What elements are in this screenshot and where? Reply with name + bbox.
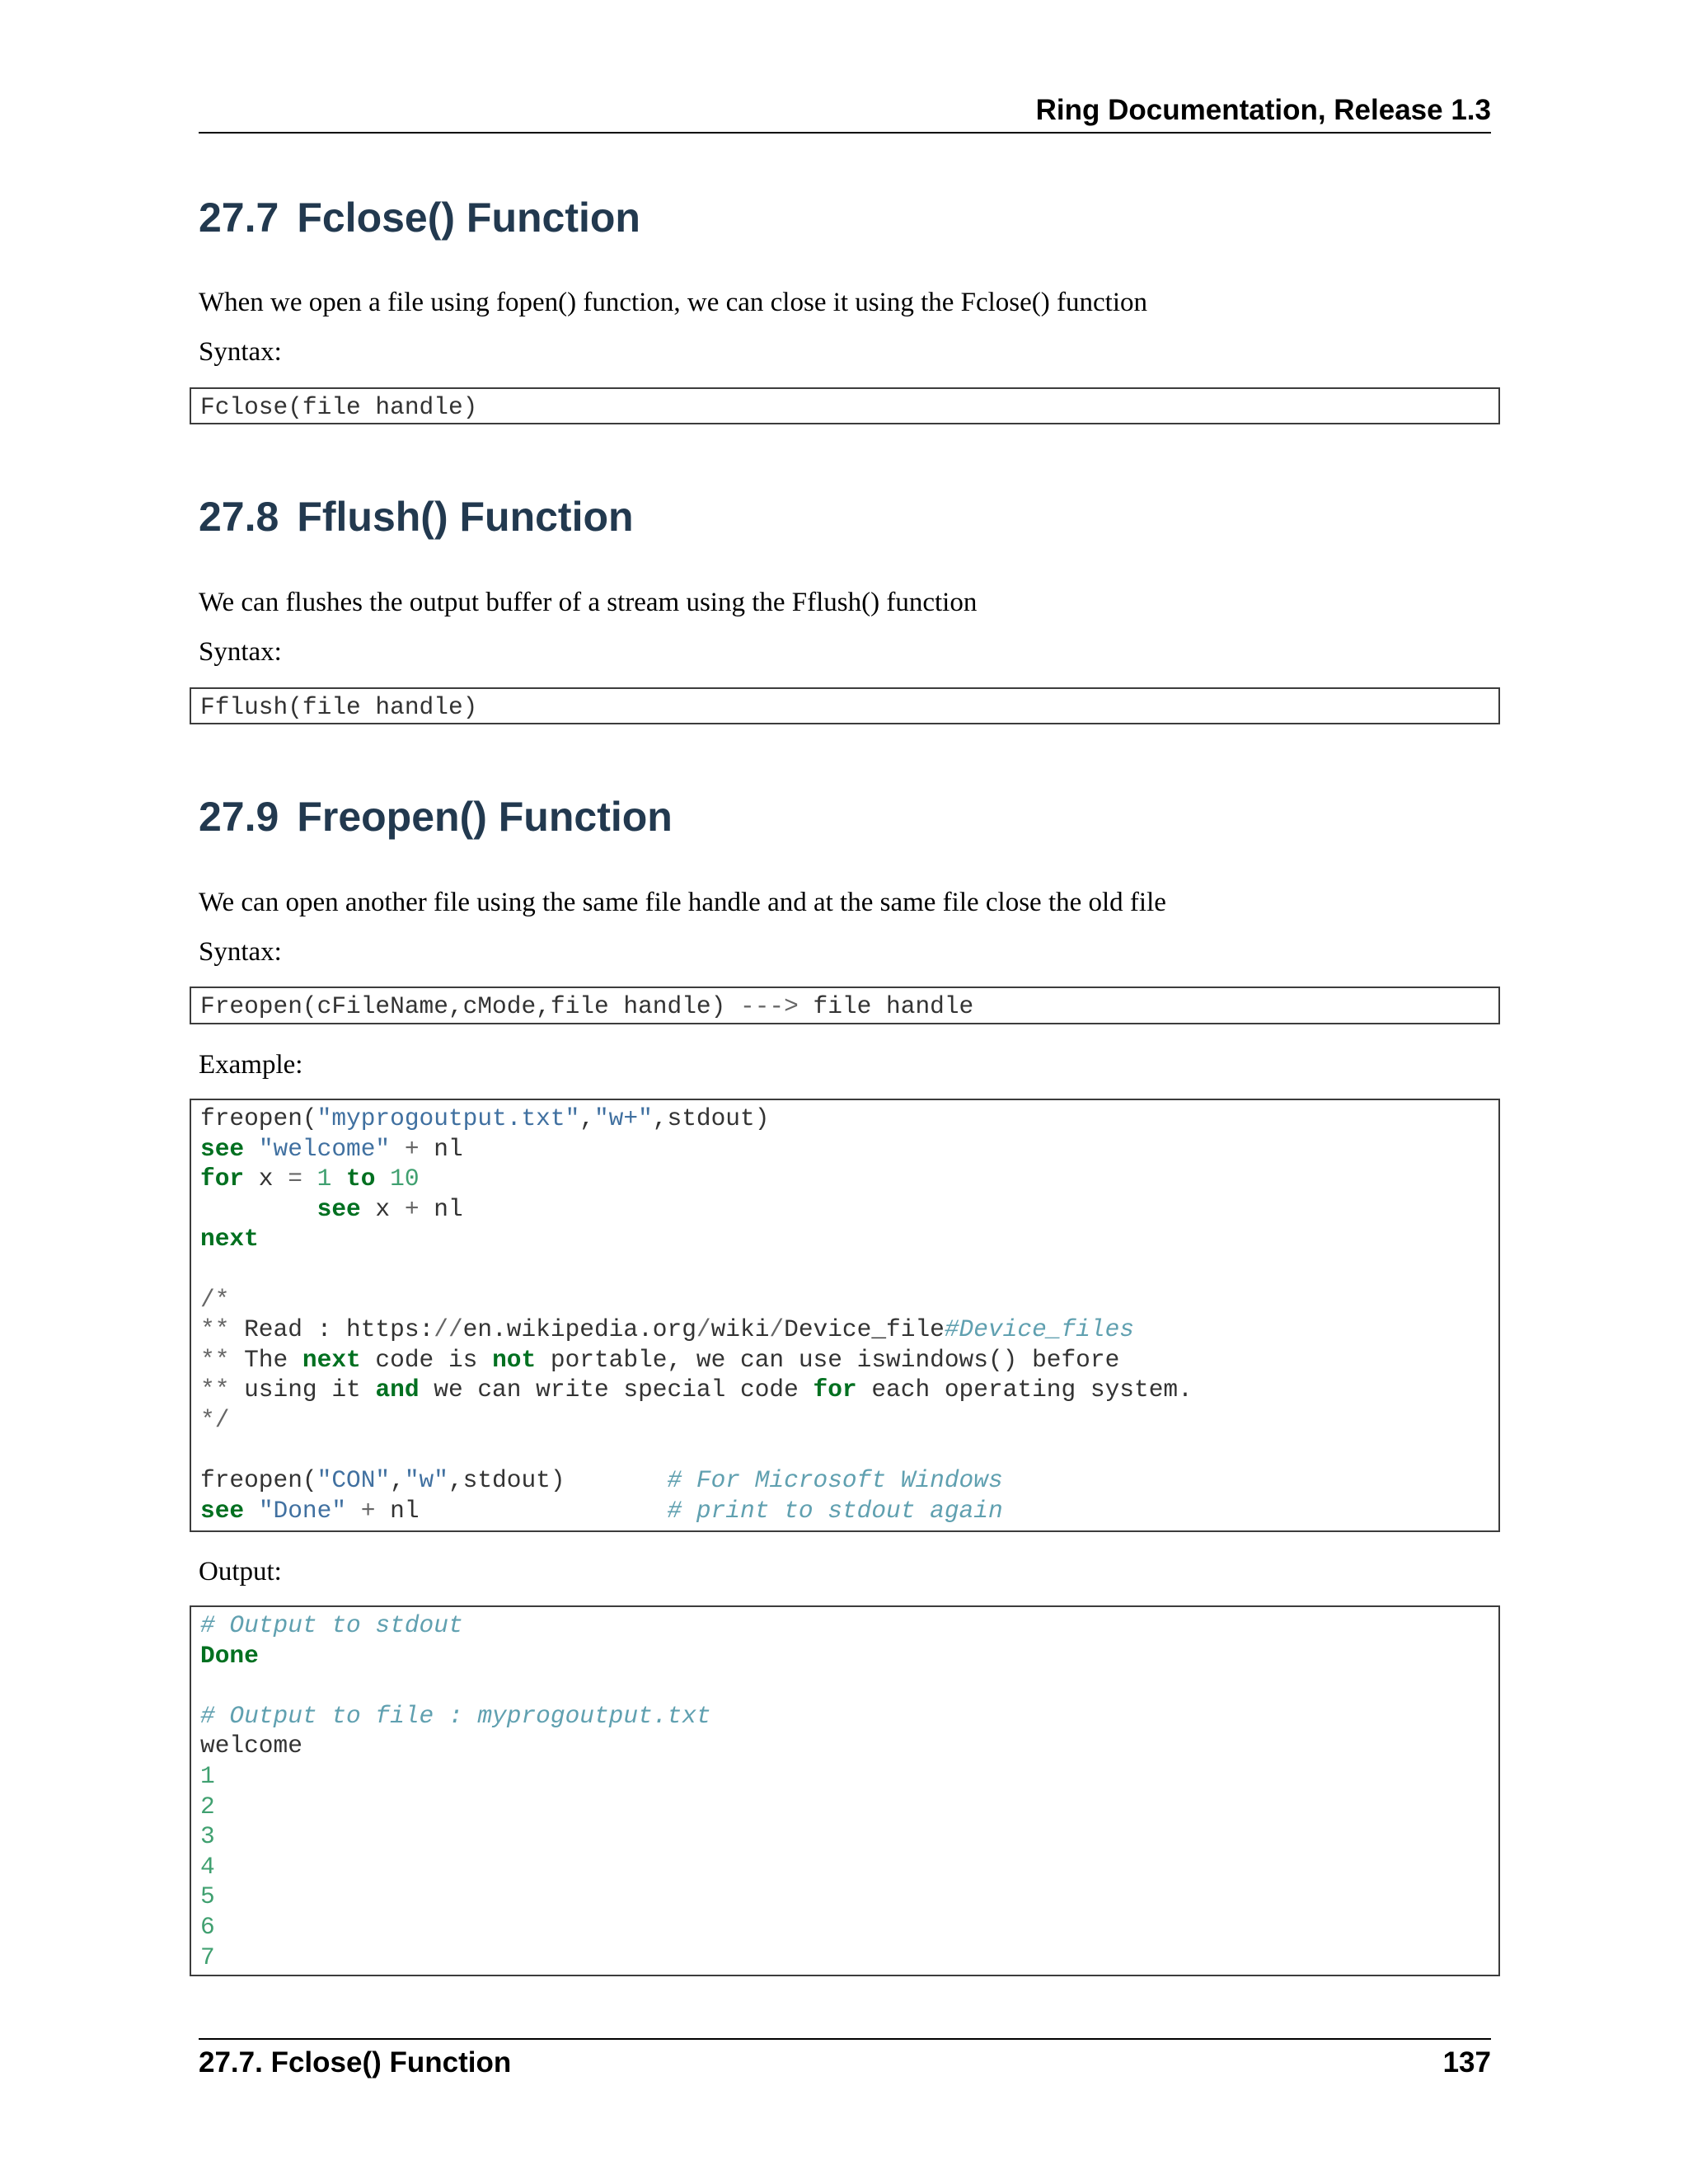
code-text: The bbox=[229, 1345, 302, 1374]
code-text: welcome bbox=[200, 1732, 302, 1760]
code-string: "myprogoutput.txt" bbox=[316, 1104, 580, 1132]
code-string: "CON" bbox=[316, 1466, 391, 1495]
code-line bbox=[200, 1912, 1498, 1943]
code-text: each operating system. bbox=[856, 1376, 1193, 1404]
code-text: portable, we can use iswindows() before bbox=[536, 1345, 1120, 1374]
code-text bbox=[302, 1165, 317, 1193]
code-number: 1 bbox=[200, 1761, 215, 1790]
code-number: 7 bbox=[200, 1943, 215, 1971]
code-text: freopen( bbox=[200, 1104, 317, 1132]
code-line bbox=[200, 1882, 1498, 1912]
code-line: Fflush(file handle) bbox=[200, 693, 478, 721]
code-line bbox=[200, 1405, 1498, 1436]
code-comment: # Output to file : myprogoutput.txt bbox=[200, 1701, 711, 1730]
code-keyword: see bbox=[316, 1194, 361, 1223]
code-operator: */ bbox=[200, 1405, 230, 1434]
code-line bbox=[200, 1375, 1498, 1405]
code-line bbox=[200, 1671, 1498, 1701]
code-line bbox=[200, 1761, 1498, 1792]
code-comment: # For Microsoft Windows bbox=[667, 1466, 1003, 1495]
code-text bbox=[346, 1497, 361, 1525]
code-text bbox=[390, 1135, 405, 1163]
code-operator: ** bbox=[200, 1315, 230, 1344]
code-text: x bbox=[360, 1194, 405, 1223]
code-text: en.wikipedia.org bbox=[462, 1315, 696, 1344]
code-line bbox=[200, 1821, 1498, 1852]
code-text: nl bbox=[375, 1496, 668, 1525]
freopen-syntax-label: Syntax: bbox=[199, 937, 282, 967]
code-operator: / bbox=[769, 1315, 785, 1344]
example-label: Example: bbox=[199, 1050, 303, 1080]
fclose-syntax-block bbox=[190, 387, 1500, 424]
fflush-syntax-block bbox=[190, 687, 1500, 724]
code-keyword: not bbox=[492, 1345, 537, 1374]
freopen-syntax-block bbox=[190, 987, 1500, 1024]
code-line bbox=[200, 1731, 1498, 1761]
code-line bbox=[200, 1345, 1498, 1376]
code-keyword: see bbox=[200, 1496, 245, 1525]
section-number: 27.9 bbox=[199, 794, 279, 840]
code-text bbox=[244, 1135, 259, 1163]
code-keyword: next bbox=[200, 1225, 259, 1254]
code-line bbox=[200, 1436, 1498, 1466]
code-operator: ** bbox=[200, 1376, 230, 1404]
code-line bbox=[200, 991, 1498, 1022]
code-text bbox=[200, 1195, 317, 1223]
code-text: using it bbox=[229, 1376, 376, 1404]
code-line bbox=[200, 1701, 1498, 1732]
code-operator: /* bbox=[200, 1285, 230, 1314]
code-line bbox=[200, 1254, 1498, 1285]
code-operator: + bbox=[404, 1134, 420, 1163]
footer-section-title: 27.7. Fclose() Function bbox=[199, 2046, 512, 2079]
code-text: Read : https: bbox=[229, 1315, 434, 1344]
code-operator: / bbox=[696, 1315, 711, 1344]
code-number: 10 bbox=[390, 1165, 420, 1193]
code-line bbox=[200, 1315, 1498, 1345]
section-number: 27.7 bbox=[199, 194, 279, 241]
fclose-description: When we open a file using fopen() function, we can close it using the Fclose() function bbox=[199, 288, 1147, 317]
syntax-call: Freopen(cFileName,cMode,file handle) bbox=[200, 992, 741, 1020]
code-line bbox=[200, 1104, 1498, 1134]
code-string: "welcome" bbox=[258, 1134, 391, 1163]
output-label: Output: bbox=[199, 1557, 282, 1586]
code-text: ,stdout) bbox=[652, 1104, 770, 1132]
code-operator: ** bbox=[200, 1345, 230, 1374]
code-number: 4 bbox=[200, 1852, 215, 1881]
code-operator: + bbox=[360, 1496, 376, 1525]
code-keyword: next bbox=[302, 1345, 361, 1374]
code-keyword: for bbox=[200, 1165, 245, 1193]
section-heading-freopen bbox=[199, 792, 673, 841]
code-number: 6 bbox=[200, 1912, 215, 1941]
code-text: Device_file bbox=[784, 1315, 945, 1344]
code-line bbox=[200, 1610, 1498, 1641]
code-keyword: for bbox=[813, 1376, 857, 1404]
code-keyword: and bbox=[375, 1376, 420, 1404]
code-line bbox=[200, 1164, 1498, 1194]
code-line bbox=[200, 1943, 1498, 1973]
code-string: "Done" bbox=[258, 1496, 347, 1525]
fclose-syntax-label: Syntax: bbox=[199, 337, 282, 367]
code-line bbox=[200, 1134, 1498, 1165]
fflush-description: We can flushes the output buffer of a stream using the Fflush() function bbox=[199, 588, 978, 617]
code-line bbox=[200, 1224, 1498, 1254]
code-operator: // bbox=[434, 1315, 463, 1344]
code-text bbox=[244, 1497, 259, 1525]
code-keyword: see bbox=[200, 1134, 245, 1163]
freopen-description: We can open another file using the same file handle and at the same file close the old file bbox=[199, 888, 1166, 917]
code-text: wiki bbox=[710, 1315, 770, 1344]
syntax-arrow: ---> bbox=[740, 992, 799, 1020]
code-keyword: to bbox=[346, 1165, 376, 1193]
code-text: nl bbox=[419, 1134, 463, 1163]
output-code-block bbox=[190, 1605, 1500, 1976]
code-line: Fclose(file handle) bbox=[200, 393, 478, 421]
code-comment: # print to stdout again bbox=[667, 1496, 1003, 1525]
code-string: "w+" bbox=[593, 1104, 653, 1132]
code-line bbox=[200, 1285, 1498, 1315]
footer-rule bbox=[199, 2038, 1491, 2040]
section-title: Fclose() Function bbox=[297, 194, 640, 241]
code-comment: # Output to stdout bbox=[200, 1611, 463, 1639]
code-line bbox=[200, 1496, 1498, 1526]
code-text bbox=[375, 1165, 390, 1193]
section-heading-fflush bbox=[199, 492, 634, 541]
code-line bbox=[200, 1792, 1498, 1822]
code-number: 3 bbox=[200, 1822, 215, 1851]
code-line bbox=[200, 1852, 1498, 1882]
example-code-block bbox=[190, 1099, 1500, 1532]
code-text bbox=[331, 1165, 346, 1193]
code-text: freopen( bbox=[200, 1466, 317, 1495]
code-operator: = bbox=[288, 1165, 302, 1193]
running-header: Ring Documentation, Release 1.3 bbox=[199, 89, 1491, 134]
code-line bbox=[200, 1641, 1498, 1671]
code-number: 5 bbox=[200, 1882, 215, 1911]
code-text: , bbox=[579, 1104, 594, 1132]
code-line bbox=[200, 1465, 1498, 1496]
code-line bbox=[200, 1194, 1498, 1225]
code-text: , bbox=[390, 1466, 405, 1495]
code-text: we can write special code bbox=[419, 1376, 814, 1404]
code-number: 2 bbox=[200, 1792, 215, 1821]
section-title: Fflush() Function bbox=[297, 494, 634, 540]
page-number: 137 bbox=[1442, 2046, 1491, 2079]
code-text: x bbox=[244, 1165, 288, 1193]
section-number: 27.8 bbox=[199, 494, 279, 540]
code-comment: #Device_files bbox=[944, 1315, 1134, 1344]
fflush-syntax-label: Syntax: bbox=[199, 637, 282, 667]
code-operator: + bbox=[404, 1194, 420, 1223]
syntax-result: file handle bbox=[798, 992, 974, 1020]
code-number: 1 bbox=[316, 1165, 332, 1193]
code-string: "w" bbox=[404, 1466, 448, 1495]
section-heading-fclose bbox=[199, 193, 640, 242]
code-keyword: Done bbox=[200, 1641, 259, 1670]
section-title: Freopen() Function bbox=[297, 794, 673, 840]
code-text: nl bbox=[419, 1194, 463, 1223]
code-text: ,stdout) bbox=[448, 1466, 668, 1495]
code-text: code is bbox=[360, 1345, 493, 1374]
